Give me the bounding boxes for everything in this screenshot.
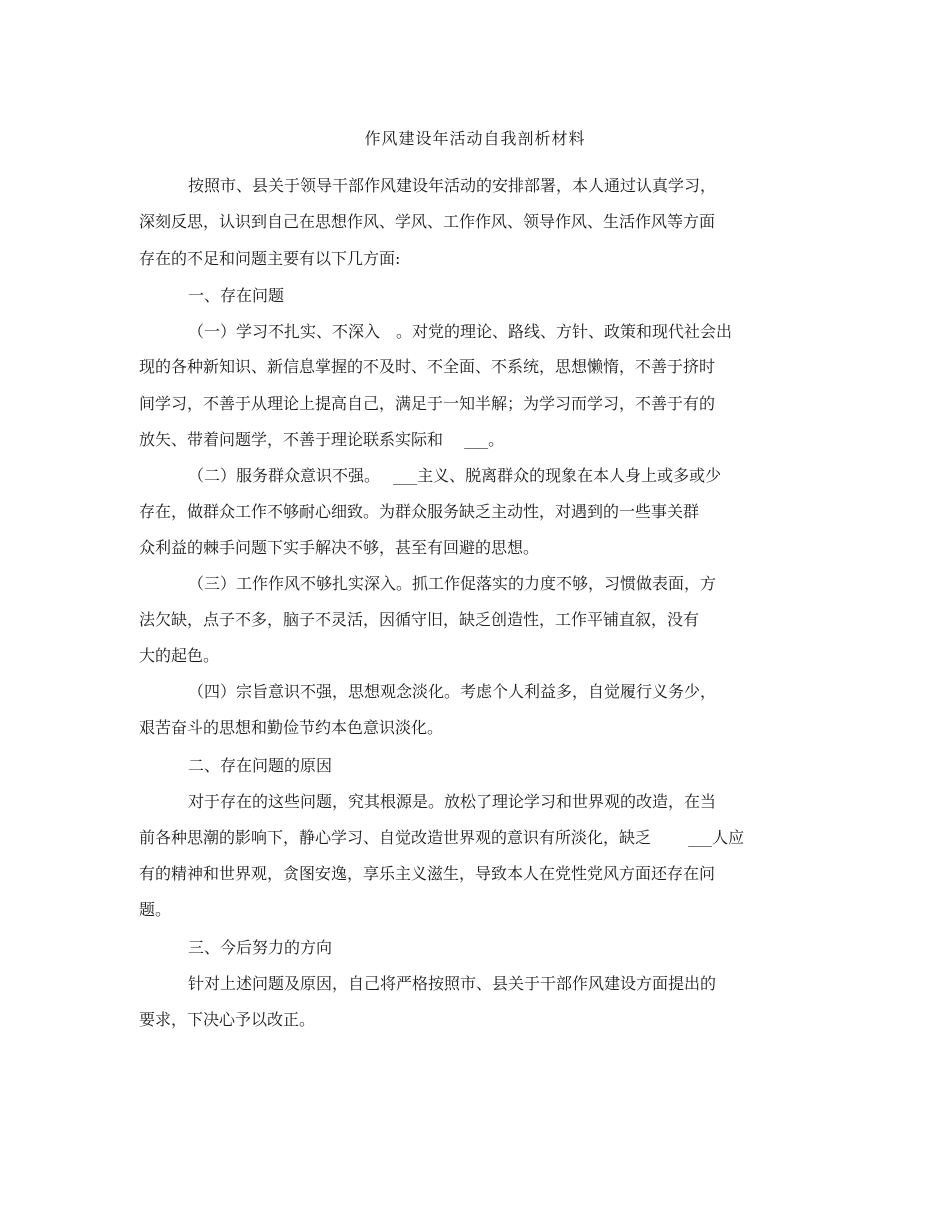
paragraph-line: 大的起色。 xyxy=(139,646,220,665)
paragraph-line: 前各种思潮的影响下，静心学习、自觉改造世界观的意识有所淡化，缺乏 ___人应 xyxy=(139,828,745,847)
paragraph-line: 有的精神和世界观，贪图安逸，享乐主义滋生，导致本人在党性党风方面还存在问 xyxy=(139,864,716,883)
paragraph-line: 现的各种新知识、新信息掌握的不及时、不全面、不系统，思想懒惰，不善于挤时 xyxy=(139,357,716,376)
paragraph-line: 众利益的棘手问题下实手解决不够，甚至有回避的思想。 xyxy=(139,538,540,557)
paragraph-line: 要求，下决心予以改正。 xyxy=(139,1010,316,1029)
paragraph-line: （二）服务群众意识不强。 ___主义、脱离群众的现象在本人身上或多或少 xyxy=(188,466,722,485)
section-heading: 三、今后努力的方向 xyxy=(188,938,333,957)
paragraph-line: 针对上述问题及原因，自己将严格按照市、县关于干部作风建设方面提出的 xyxy=(188,974,717,993)
paragraph-line: 题。 xyxy=(139,900,172,919)
document-title: 作风建设年活动自我剖析材料 xyxy=(364,129,586,148)
paragraph-line: （四）宗旨意识不强，思想观念淡化。考虑个人利益多，自觉履行义务少， xyxy=(188,682,717,701)
section-heading: 一、存在问题 xyxy=(188,286,285,305)
paragraph-line: 存在的不足和问题主要有以下几方面: xyxy=(139,249,401,268)
paragraph-line: 艰苦奋斗的思想和勤俭节约本色意识淡化。 xyxy=(139,718,444,737)
paragraph-line: 间学习，不善于从理论上提高自己，满足于一知半解；为学习而学习，不善于有的 xyxy=(139,394,716,413)
paragraph-line: 对于存在的这些问题，究其根源是。放松了理论学习和世界观的改造，在当 xyxy=(188,792,717,811)
paragraph-line: （三）工作作风不够扎实深入。抓工作促落实的力度不够，习惯做表面，方 xyxy=(188,574,717,593)
section-heading: 二、存在问题的原因 xyxy=(188,756,333,775)
paragraph-line: 按照市、县关于领导干部作风建设年活动的安排部署，本人通过认真学习， xyxy=(188,176,717,195)
paragraph-line: 存在，做群众工作不够耐心细致。为群众服务缺乏主动性，对遇到的一些事关群 xyxy=(139,502,700,521)
paragraph-line: 法欠缺，点子不多，脑子不灵活，因循守旧，缺乏创造性，工作平铺直叙，没有 xyxy=(139,610,700,629)
paragraph-line: 放矢、带着问题学，不善于理论联系实际和 ___。 xyxy=(139,430,505,449)
paragraph-line: （一）学习不扎实、不深入 。对党的理论、路线、方针、政策和现代社会出 xyxy=(188,322,733,341)
paragraph-line: 深刻反思，认识到自己在思想作风、学风、工作作风、领导作风、生活作风等方面 xyxy=(139,212,716,231)
